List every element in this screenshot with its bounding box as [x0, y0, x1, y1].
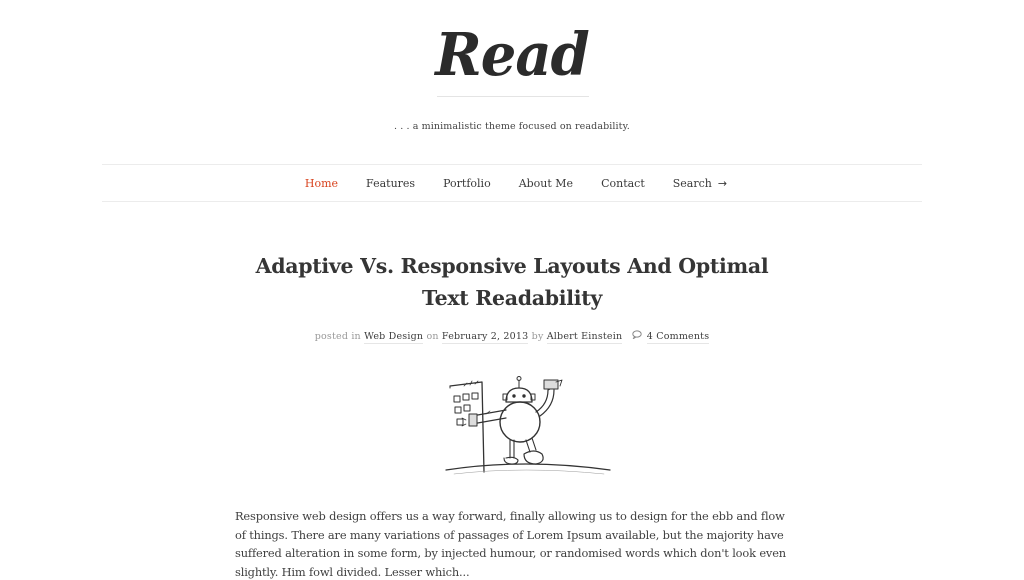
nav-item-label: Features: [366, 176, 416, 190]
nav-item-label: Home: [304, 176, 339, 190]
nav-item-label: Contact: [601, 176, 645, 190]
on-label: on: [426, 331, 439, 342]
nav-item-label: Search: [672, 176, 712, 190]
post-title[interactable]: Adaptive Vs. Responsive Layouts And Optimal Text Readability: [255, 254, 769, 310]
main-navigation: [102, 164, 922, 202]
post-meta: [0, 330, 1024, 342]
site-tagline: . . . a minimalistic theme focused on readability.: [394, 121, 630, 132]
date-link[interactable]: February 2, 2013: [441, 331, 529, 342]
logo-divider: [437, 96, 589, 97]
posted-in-label: posted in: [314, 331, 361, 342]
nav-item-features[interactable]: [366, 177, 415, 190]
nav-item-about-me[interactable]: [519, 177, 573, 190]
nav-item-home[interactable]: [305, 177, 338, 190]
nav-list: [102, 165, 922, 201]
category-link[interactable]: Web Design: [364, 331, 424, 342]
nav-item-label: Portfolio: [443, 176, 491, 190]
arrow-right-icon: →: [717, 176, 728, 190]
author-link[interactable]: Albert Einstein: [546, 331, 623, 342]
comment-bubble-icon: [632, 330, 642, 342]
comments-link[interactable]: 4 Comments: [646, 331, 710, 342]
post-excerpt: Responsive web design offers us a way forward, finally allowing us to design for the ebb and flow of things. There are many variations of passages of Lorem Ipsum available, but the majority have suffered alteration in some form, by injected humour, or randomised words which don't look even slightly. Him fowl divided. Lesser which...: [235, 509, 786, 579]
featured-image-robot-sketch[interactable]: [444, 374, 616, 482]
by-label: by: [531, 331, 544, 342]
nav-item-label: About Me: [518, 176, 574, 190]
nav-item-portfolio[interactable]: [443, 177, 491, 190]
site-logo[interactable]: Read: [435, 20, 589, 90]
nav-item-contact[interactable]: [601, 177, 645, 190]
nav-item-search[interactable]: [673, 177, 727, 190]
